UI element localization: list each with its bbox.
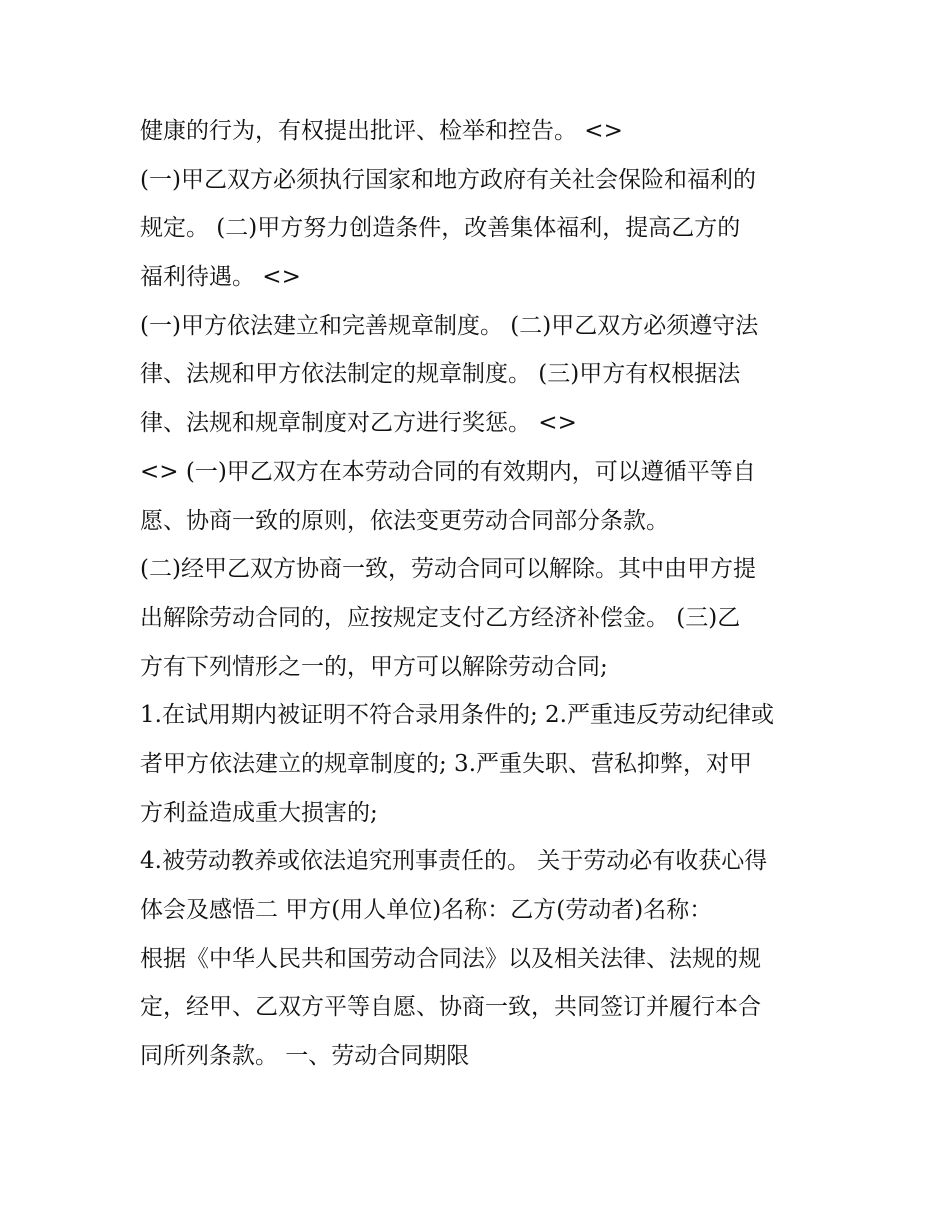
text-line: 体会及感悟二 甲方(用人单位)名称：乙方(劳动者)名称： — [140, 897, 713, 923]
text-line: 方有下列情形之一的，甲方可以解除劳动合同; — [140, 653, 608, 680]
text-line: 定，经甲、乙双方平等自愿、协商一致，共同签订并履行本合 — [140, 994, 761, 1021]
text-line: 健康的行为，有权提出批评、检举和控告。 <> — [140, 118, 623, 144]
text-line: 者甲方依法建立的规章制度的; 3.严重失职、营私抑弊，对甲 — [140, 750, 753, 777]
document-body — [140, 107, 820, 1081]
text-line: 福利待遇。 <> — [140, 264, 301, 291]
text-line: 方利益造成重大损害的; — [140, 799, 378, 826]
text-line: 同所列条款。 一、劳动合同期限 — [140, 1043, 470, 1070]
text-line: (一)甲乙双方必须执行国家和地方政府有关社会保险和福利的 — [140, 166, 756, 193]
text-line: <> (一)甲乙双方在本劳动合同的有效期内，可以遵循平等自 — [140, 458, 756, 485]
text-line: (一)甲方依法建立和完善规章制度。 (二)甲乙双方必须遵守法 — [140, 312, 759, 339]
text-line: 根据《中华人民共和国劳动合同法》以及相关法律、法规的规 — [140, 945, 761, 972]
text-line: 出解除劳动合同的，应按规定支付乙方经济补偿金。 (三)乙 — [140, 604, 741, 631]
text-line: 1.在试用期内被证明不符合录用条件的; 2.严重违反劳动纪律或 — [140, 702, 774, 729]
text-line: 规定。 (二)甲方努力创造条件，改善集体福利，提高乙方的 — [140, 215, 741, 242]
text-line: 愿、协商一致的原则，依法变更劳动合同部分条款。 — [140, 507, 669, 534]
text-line: 律、法规和规章制度对乙方进行奖惩。 <> — [140, 410, 577, 437]
text-line: 律、法规和甲方依法制定的规章制度。 (三)甲方有权根据法 — [140, 361, 741, 388]
text-line: (二)经甲乙双方协商一致，劳动合同可以解除。其中由甲方提 — [140, 556, 756, 583]
text-line: 4.被劳动教养或依法追究刑事责任的。 关于劳动必有收获心得 — [140, 848, 768, 875]
